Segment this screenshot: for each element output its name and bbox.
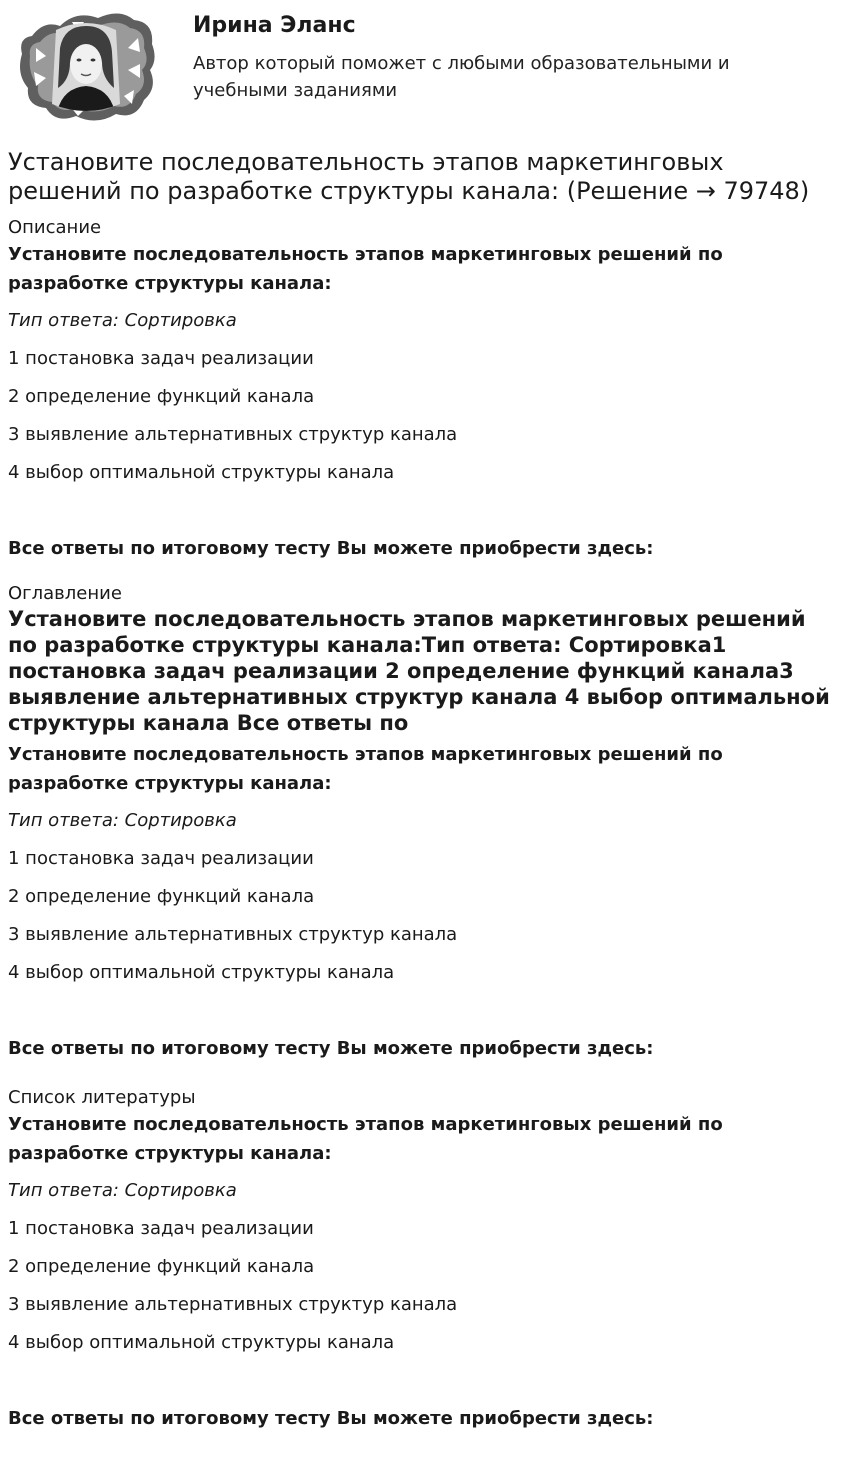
- list-item: 1 постановка задач реализации: [8, 848, 314, 869]
- list-item: 4 выбор оптимальной структуры канала: [8, 962, 395, 983]
- list-item: 3 выявление альтернативных структур канала: [8, 1294, 458, 1315]
- list-item: 3 выявление альтернативных структур канала: [8, 924, 458, 945]
- answer-type: Тип ответа: Сортировка: [8, 810, 237, 831]
- literature-section: [8, 1086, 838, 1431]
- section-label-literature: Список литературы: [8, 1087, 196, 1108]
- toc-heading[interactable]: Установите последовательность этапов маркетинговых решений по разработке структуры канала:Тип ответа: Сортировка1 постановка задач реализации 2 определение функций канала3 выявление альтернативных структур канала 4 выбор оптимальной структуры канала Все ответы по: [8, 607, 830, 735]
- options-list: [8, 347, 838, 485]
- list-item: 2 определение функций канала: [8, 386, 315, 407]
- question-text: Установите последовательность этапов маркетинговых решений по разработке структуры канала:: [8, 1114, 723, 1164]
- author-avatar[interactable]: [16, 8, 158, 126]
- toc-section: [8, 582, 838, 1061]
- question-text: Установите последовательность этапов маркетинговых решений по разработке структуры канала:: [8, 244, 723, 294]
- buy-answers-text: Все ответы по итоговому тесту Вы можете приобрести здесь:: [8, 1408, 654, 1429]
- page-title: Установите последовательность этапов маркетинговых решений по разработке структуры канала: (Решение → 79748): [8, 148, 810, 205]
- list-item: 2 определение функций канала: [8, 886, 315, 907]
- author-card: [8, 0, 839, 135]
- question-text: Установите последовательность этапов маркетинговых решений по разработке структуры канала:: [8, 744, 723, 794]
- list-item: 3 выявление альтернативных структур канала: [8, 424, 458, 445]
- author-description: Автор который поможет с любыми образовательными и учебными заданиями: [193, 53, 730, 101]
- author-name[interactable]: Ирина Эланс: [193, 13, 356, 38]
- answer-type: Тип ответа: Сортировка: [8, 1180, 237, 1201]
- options-list: [8, 1217, 838, 1355]
- list-item: 1 постановка задач реализации: [8, 1218, 314, 1239]
- description-section: [8, 216, 838, 561]
- buy-answers-text: Все ответы по итоговому тесту Вы можете приобрести здесь:: [8, 1038, 654, 1059]
- list-item: 2 определение функций канала: [8, 1256, 315, 1277]
- list-item: 1 постановка задач реализации: [8, 348, 314, 369]
- options-list: [8, 847, 838, 985]
- list-item: 4 выбор оптимальной структуры канала: [8, 462, 395, 483]
- list-item: 4 выбор оптимальной структуры канала: [8, 1332, 395, 1353]
- section-label-toc: Оглавление: [8, 583, 122, 604]
- buy-answers-text: Все ответы по итоговому тесту Вы можете приобрести здесь:: [8, 538, 654, 559]
- answer-type: Тип ответа: Сортировка: [8, 310, 237, 331]
- section-label-description: Описание: [8, 217, 102, 238]
